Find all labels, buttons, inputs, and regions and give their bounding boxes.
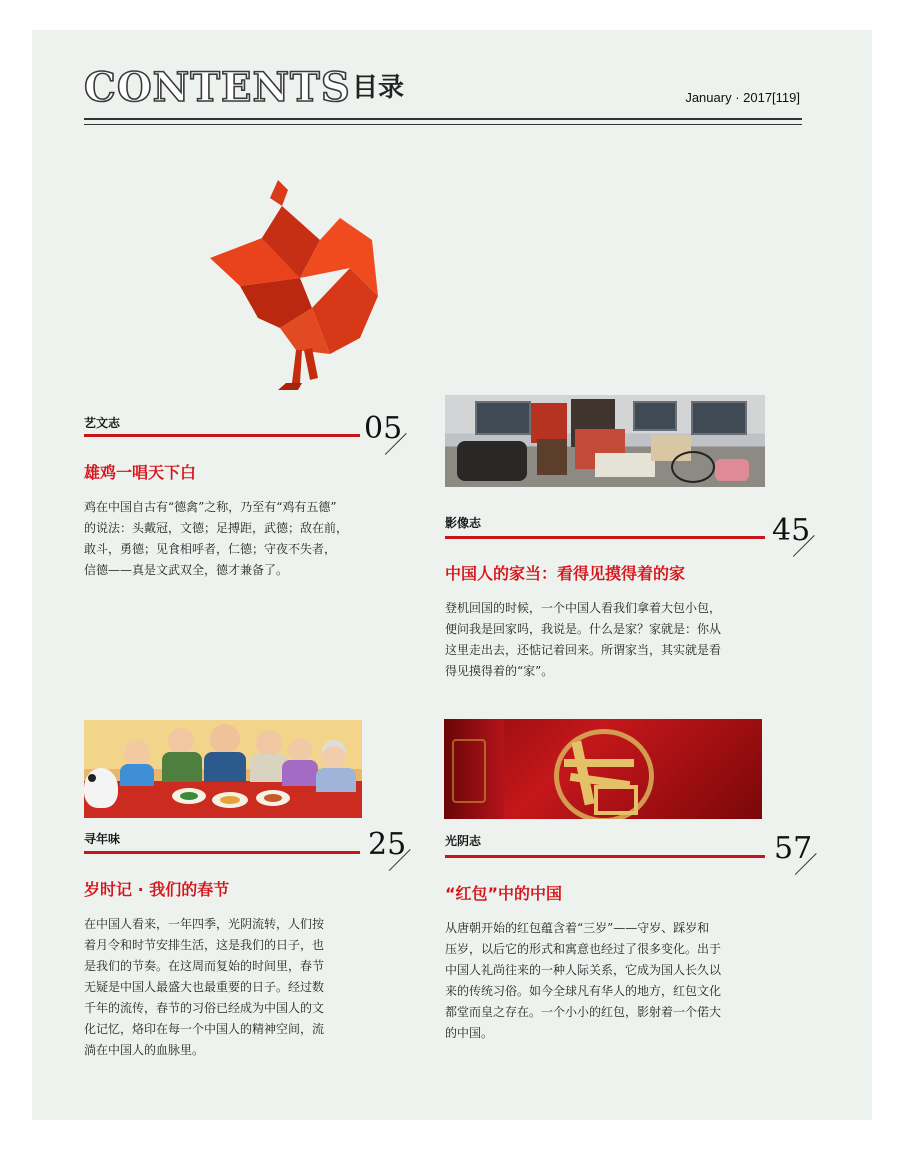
summary-line: 压岁，以后它的形式和寓意也经过了很多变化。出于 <box>445 942 722 956</box>
article-headline[interactable]: “红包”中的中国 <box>445 884 563 903</box>
section-rule <box>445 855 765 858</box>
summary-line: 化记忆，烙印在每一个中国人的精神空间，流 <box>84 1022 325 1036</box>
section-label: 影像志 <box>445 516 482 530</box>
article-summary <box>445 918 775 1044</box>
summary-line: 敢斗，勇德；见食相呼者，仁德；守夜不失者， <box>84 542 337 556</box>
summary-line: 都堂而皇之存在。一个小小的红包，影射着一个偌大 <box>445 1005 722 1019</box>
summary-line: 无疑是中国人最盛大也最重要的日子。经过数 <box>84 980 325 994</box>
section-label: 光阴志 <box>445 834 482 848</box>
summary-line: 登机回国的时候，一个中国人看我们拿着大包小包， <box>445 601 722 615</box>
page-number: 45 <box>772 513 811 548</box>
contents-title: CONTENTS <box>84 64 351 111</box>
summary-line: 的中国。 <box>445 1026 494 1040</box>
family-belongings-photo <box>445 395 765 487</box>
article-summary <box>84 497 384 581</box>
article-headline[interactable]: 雄鸡一唱天下白 <box>84 463 197 482</box>
summary-line: 的说法：头戴冠，文德；足搏距，武德；敌在前， <box>84 521 349 535</box>
summary-line: 得见摸得着的“家”。 <box>445 664 554 678</box>
summary-line: 鸡在中国自古有“德禽”之称，乃至有“鸡有五德” <box>84 500 337 514</box>
article-headline[interactable]: 岁时记 · 我们的春节 <box>84 880 230 899</box>
summary-line: 这里走出去，还惦记着回来。所谓家当，其实就是看 <box>445 643 722 657</box>
summary-line: 信德——真是文武双全，德才兼备了。 <box>84 563 289 577</box>
summary-line: 从唐朝开始的红包蕴含着“三岁”——守岁、踩岁和 <box>445 921 710 935</box>
header-rule-thin <box>84 124 802 125</box>
contents-title-cn: 目录 <box>352 73 405 103</box>
summary-line: 来的传统习俗。如今全球凡有华人的地方，红包文化 <box>445 984 722 998</box>
red-envelope-photo <box>444 719 762 819</box>
section-label: 寻年味 <box>84 832 121 846</box>
section-rule <box>84 434 360 437</box>
page-number: 05 <box>364 411 403 446</box>
page-number: 57 <box>774 831 813 866</box>
summary-line: 是我们的节奏。在这周而复始的时间里，春节 <box>84 959 325 973</box>
summary-line: 便问我是回家吗，我说是。什么是家？家就是：你从 <box>445 622 722 636</box>
article-headline[interactable]: 中国人的家当：看得见摸得着的家 <box>445 564 686 583</box>
summary-line: 千年的流传，春节的习俗已经成为中国人的文 <box>84 1001 325 1015</box>
header-rule <box>84 118 802 120</box>
section-rule <box>445 536 765 539</box>
family-reunion-dinner-illustration <box>84 720 362 818</box>
section-rule <box>84 851 360 854</box>
issue-date: January · 2017[119] <box>685 90 800 105</box>
summary-line: 中国人礼尚往来的一种人际关系，它成为国人长久以 <box>445 963 722 977</box>
summary-line: 着月令和时节安排生活，这是我们的日子，也 <box>84 938 325 952</box>
page-number: 25 <box>368 827 407 862</box>
section-label: 艺文志 <box>84 416 121 430</box>
summary-line: 淌在中国人的血脉里。 <box>84 1043 205 1057</box>
article-summary <box>445 598 775 682</box>
article-summary <box>84 914 384 1061</box>
summary-line: 在中国人看来，一年四季，光阴流转，人们按 <box>84 917 325 931</box>
origami-rooster-image <box>200 178 385 403</box>
